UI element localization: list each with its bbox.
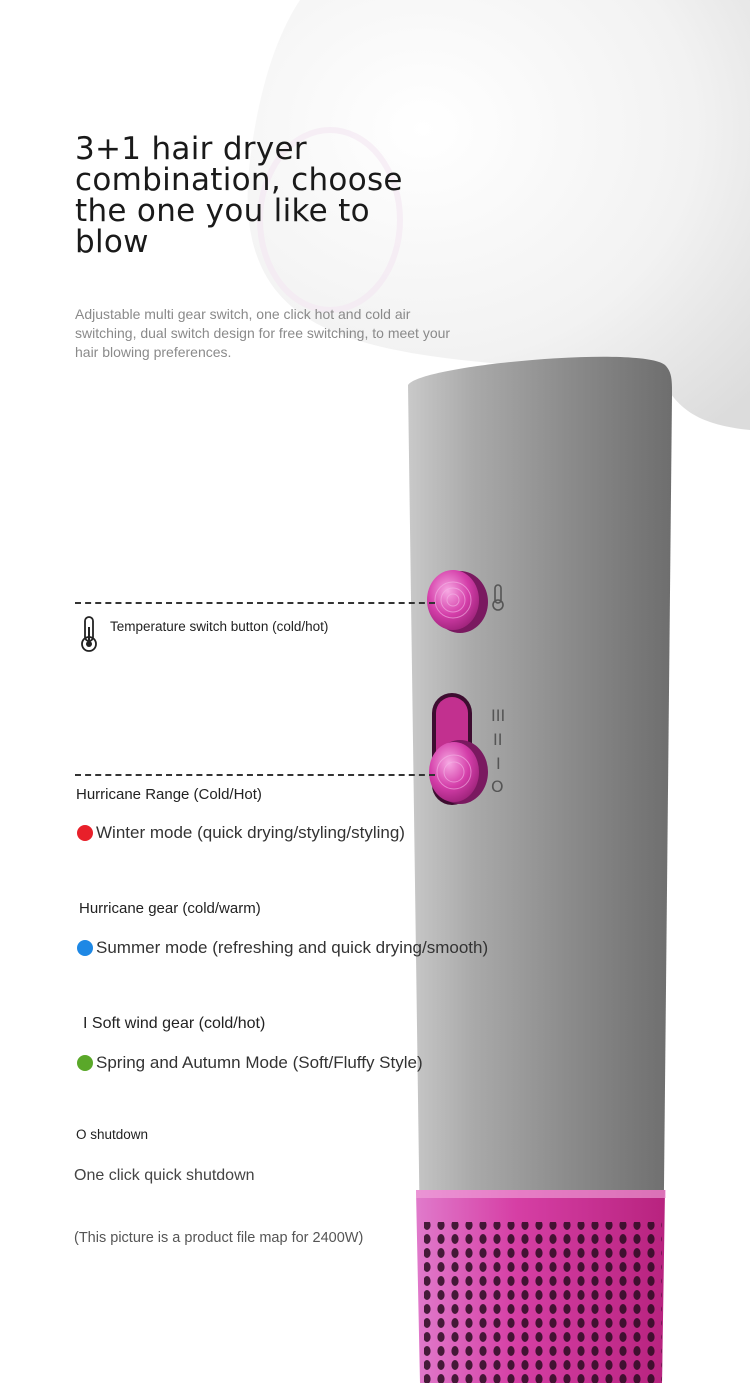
gear-title-soft-wind: I Soft wind gear (cold/hot)	[83, 1015, 266, 1032]
footnote: (This picture is a product file map for 2400W)	[74, 1230, 364, 1246]
gear-mode-spring-autumn-text: Spring and Autumn Mode (Soft/Fluffy Style)	[96, 1053, 423, 1072]
gear-mode-spring-autumn	[77, 1053, 423, 1073]
thermometer-icon	[78, 615, 100, 653]
gear-title-hurricane-gear: Hurricane gear (cold/warm)	[79, 900, 261, 917]
temperature-label: Temperature switch button (cold/hot)	[110, 619, 329, 634]
gear-title-hurricane-range: Hurricane Range (Cold/Hot)	[76, 786, 262, 803]
blue-dot-icon	[77, 940, 93, 956]
subtext: Adjustable multi gear switch, one click hot and cold air switching, dual switch design for free switching, to meet your hair blowing preferences.	[75, 306, 451, 360]
shutdown-title: O shutdown	[76, 1127, 149, 1142]
speed-mark-3: III	[491, 706, 506, 725]
green-dot-icon	[77, 1055, 93, 1071]
gear-mode-winter	[77, 823, 405, 843]
shutdown-text: One click quick shutdown	[74, 1167, 255, 1184]
speed-mark-1: I	[496, 754, 501, 773]
headline: 3+1 hair dryer combination, choose the one you like to blow	[75, 131, 403, 260]
gear-mode-winter-text: Winter mode (quick drying/styling/styling)	[96, 823, 405, 842]
temperature-callout-line	[75, 602, 435, 604]
speed-mark-2: II	[493, 730, 503, 749]
gear-mode-summer	[77, 938, 488, 958]
red-dot-icon	[77, 825, 93, 841]
speed-mark-off: O	[491, 777, 504, 796]
speed-callout-line	[75, 774, 435, 776]
gear-mode-summer-text: Summer mode (refreshing and quick drying/smooth)	[96, 938, 489, 957]
